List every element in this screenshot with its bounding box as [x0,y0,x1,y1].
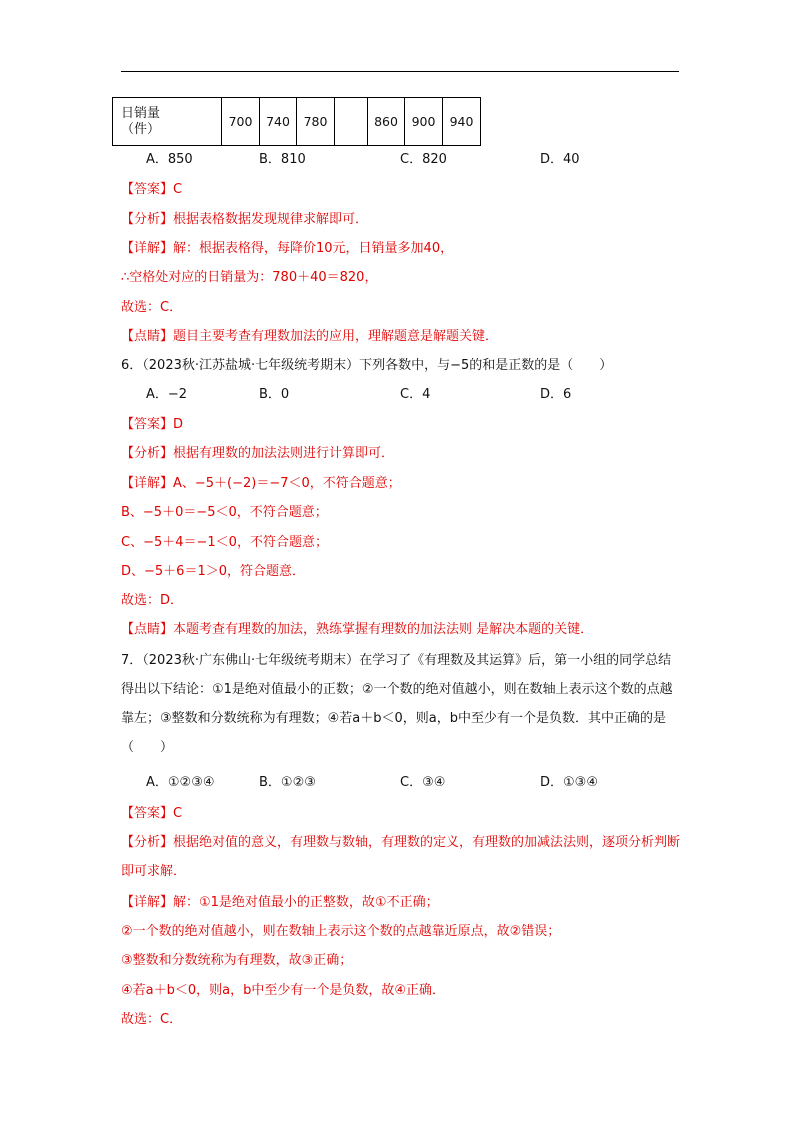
q6-answer: 【答案】D [121,417,184,432]
q6-option-a: A．−2 [146,387,188,402]
q5-choose: 故选：C． [121,300,183,315]
table-cell: 740 [260,98,297,146]
table-row [113,98,481,146]
q7-choose: 故选：C． [121,1012,183,1027]
q5-comment: 【点睛】题目主要考查有理数加法的应用，理解题意是解题关键． [121,329,499,344]
q7-detail-4: ④若a＋b＜0，则a，b中至少有一个是负数，故④正确． [121,983,446,998]
q7-analysis: 【分析】根据绝对值的意义，有理数与数轴，有理数的定义，有理数的加减法法则，逐项分析判断即可求解． [121,835,681,879]
header-rule [121,71,679,72]
q5-option-c: C．820 [400,152,447,167]
q6-option-d: D．6 [540,387,572,402]
q5-option-a: A．850 [146,152,193,167]
q7-option-b: B．①②③ [259,775,316,790]
q5-option-d: D．40 [540,152,580,167]
sales-table [112,97,481,146]
table-cell-blank [335,98,368,146]
q5-detail-1: 【详解】解：根据表格得，每降价10元，日销量多加40， [121,241,454,256]
q5-option-b: B．810 [259,152,306,167]
table-header-cell [113,98,222,146]
q7-answer: 【答案】C [121,806,183,821]
q6-question: 6．（2023秋·江苏盐城·七年级统考期末）下列各数中，与−5的和是正数的是（ ） [121,358,613,373]
q7-detail-2: ②一个数的绝对值越小，则在数轴上表示这个数的点越靠近原点，故②错误； [121,924,561,939]
q5-analysis: 【分析】根据表格数据发现规律求解即可． [121,212,369,227]
q7-detail-3: ③整数和分数统称为有理数，故③正确； [121,953,353,968]
table-cell: 700 [222,98,260,146]
q6-detail-b: B、−5＋0＝−5＜0，不符合题意； [121,505,328,520]
table-cell: 940 [443,98,481,146]
q7-option-c: C．③④ [400,775,446,790]
q7-option-d: D．①③④ [540,775,598,790]
table-header-line1: 日销量 [121,105,161,121]
q6-option-b: B．0 [259,387,290,402]
q7-detail-1: 【详解】解：①1是绝对值最小的正整数，故①不正确； [121,895,439,910]
q7-question: 7．（2023秋·广东佛山·七年级统考期末）在学习了《有理数及其运算》后，第一小组的同学总结得出以下结论：①1是绝对值最小的正数；②一个数的绝对值越小，则在数轴上表示这个数的点越靠左；③整数和分数统称为有理数；④若a＋b＜0，则a，b中至少有一个是负数．其中正确的是（ ） [121,653,673,755]
q6-choose: 故选：D． [121,593,184,608]
table-cell: 860 [368,98,405,146]
table-cell: 780 [297,98,335,146]
q6-detail-d: D、−5＋6＝1＞0，符合题意． [121,564,305,579]
q5-answer: 【答案】C [121,182,183,197]
q6-detail-c: C、−5＋4＝−1＜0，不符合题意； [121,535,328,550]
table-cell: 900 [405,98,443,146]
table-header-line2: （件） [121,121,161,137]
q5-detail-2: ∴空格处对应的日销量为：780＋40＝820， [121,270,378,285]
q7-option-a: A．①②③④ [146,775,215,790]
q6-detail-a: 【详解】A、−5＋(−2)＝−7＜0，不符合题意； [121,476,401,491]
q6-comment: 【点睛】本题考查有理数的加法，熟练掌握有理数的加法法则 是解决本题的关键． [121,622,594,637]
q6-analysis: 【分析】根据有理数的加法法则进行计算即可． [121,446,395,461]
q6-option-c: C．4 [400,387,431,402]
